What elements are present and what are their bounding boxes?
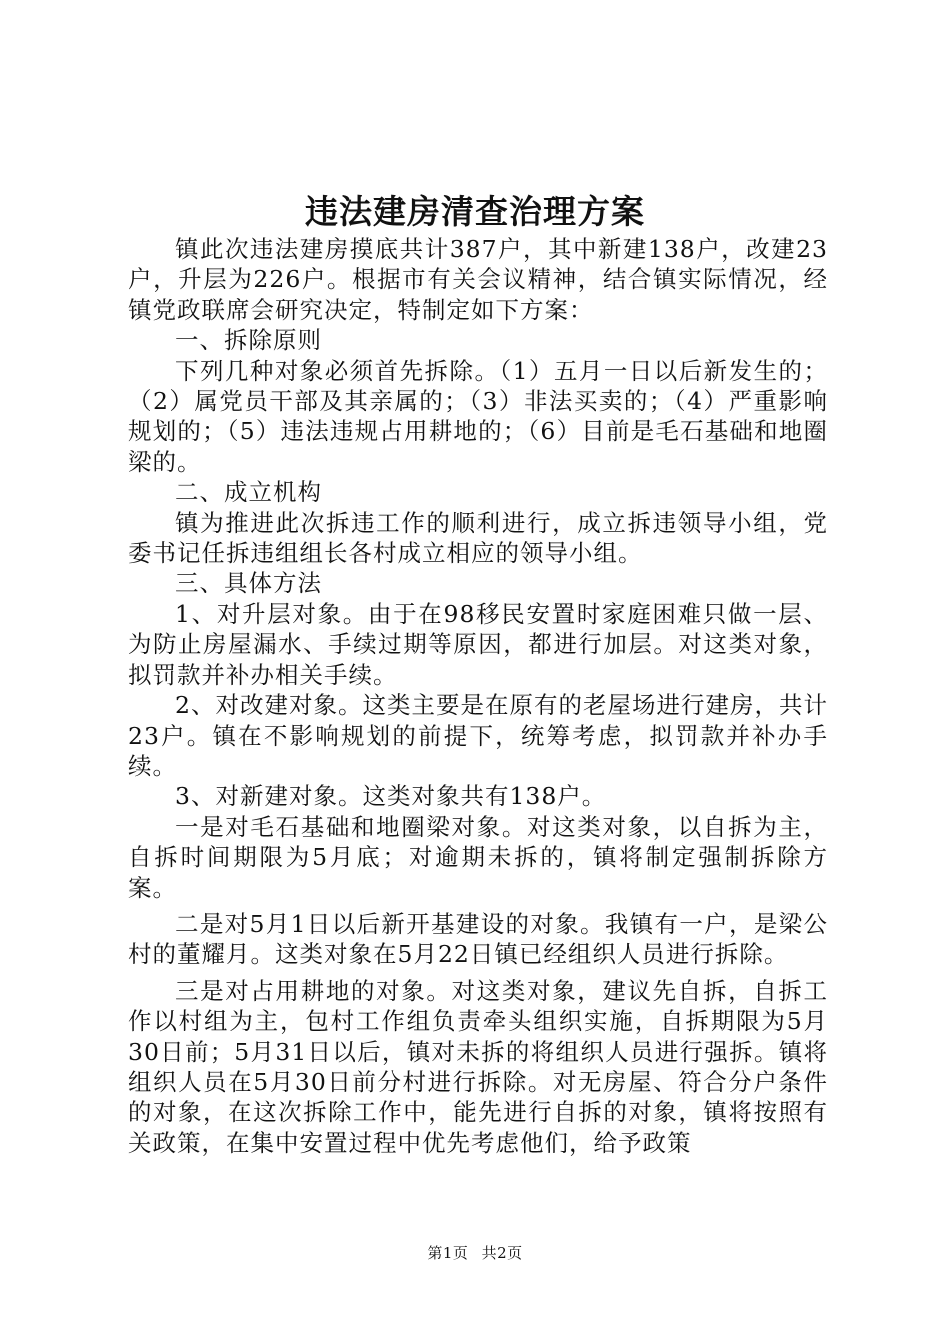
section-heading-organization: 二、成立机构 bbox=[175, 478, 322, 507]
demolition-principles-paragraph: 下列几种对象必须首先拆除。（1）五月一日以后新发生的；（2）属党员干部及其亲属的；（3）非法买卖的；（4）严重影响规划的；（5）违法违规占用耕地的；（6）目前是毛石基础和地圈梁的。 bbox=[128, 356, 828, 476]
method-item-3: 3、对新建对象。这类对象共有138户。 bbox=[175, 782, 607, 811]
page-total: 共2页 bbox=[481, 1244, 523, 1262]
document-body bbox=[128, 234, 828, 1158]
method-subitem-1: 一是对毛石基础和地圈梁对象。对这类对象，以自拆为主，自拆时间期限为5月底；对逾期未拆的，镇将制定强制拆除方案。 bbox=[128, 812, 828, 902]
method-item-1: 1、对升层对象。由于在98移民安置时家庭困难只做一层、为防止房屋漏水、手续过期等原因，都进行加层。对这类对象，拟罚款并补办相关手续。 bbox=[128, 599, 828, 689]
method-item-2: 2、对改建对象。这类主要是在原有的老屋场进行建房，共计23户。镇在不影响规划的前提下，统筹考虑，拟罚款并补办手续。 bbox=[128, 691, 828, 780]
method-subitem-3: 三是对占用耕地的对象。对这类对象，建议先自拆，自拆工作以村组为主，包村工作组负责牵头组织实施，自拆期限为5月30日前；5月31日以后，镇对未拆的将组织人员进行强拆。镇将组织人员在5月30日前分村进行拆除。对无房屋、符合分户条件的对象，在这次拆除工作中，能先进行自拆的对象，镇将按照有关政策，在集中安置过程中优先考虑他们，给予政策 bbox=[128, 976, 828, 1157]
document-title: 违法建房清查治理方案 bbox=[305, 192, 645, 231]
section-heading-demolition-principles: 一、拆除原则 bbox=[175, 326, 322, 355]
page-footer bbox=[0, 1242, 950, 1263]
intro-paragraph: 镇此次违法建房摸底共计387户，其中新建138户，改建23户，升层为226户。根据市有关会议精神，结合镇实际情况，经镇党政联席会研究决定，特制定如下方案： bbox=[128, 235, 828, 324]
section-heading-methods: 三、具体方法 bbox=[175, 569, 322, 598]
organization-paragraph: 镇为推进此次拆违工作的顺利进行，成立拆违领导小组，党委书记任拆违组组长各村成立相应的领导小组。 bbox=[128, 508, 828, 568]
method-subitem-2: 二是对5月1日以后新开基建设的对象。我镇有一户，是梁公村的董耀月。这类对象在5月22日镇已经组织人员进行拆除。 bbox=[128, 909, 828, 969]
page-number: 第1页 bbox=[427, 1244, 469, 1262]
